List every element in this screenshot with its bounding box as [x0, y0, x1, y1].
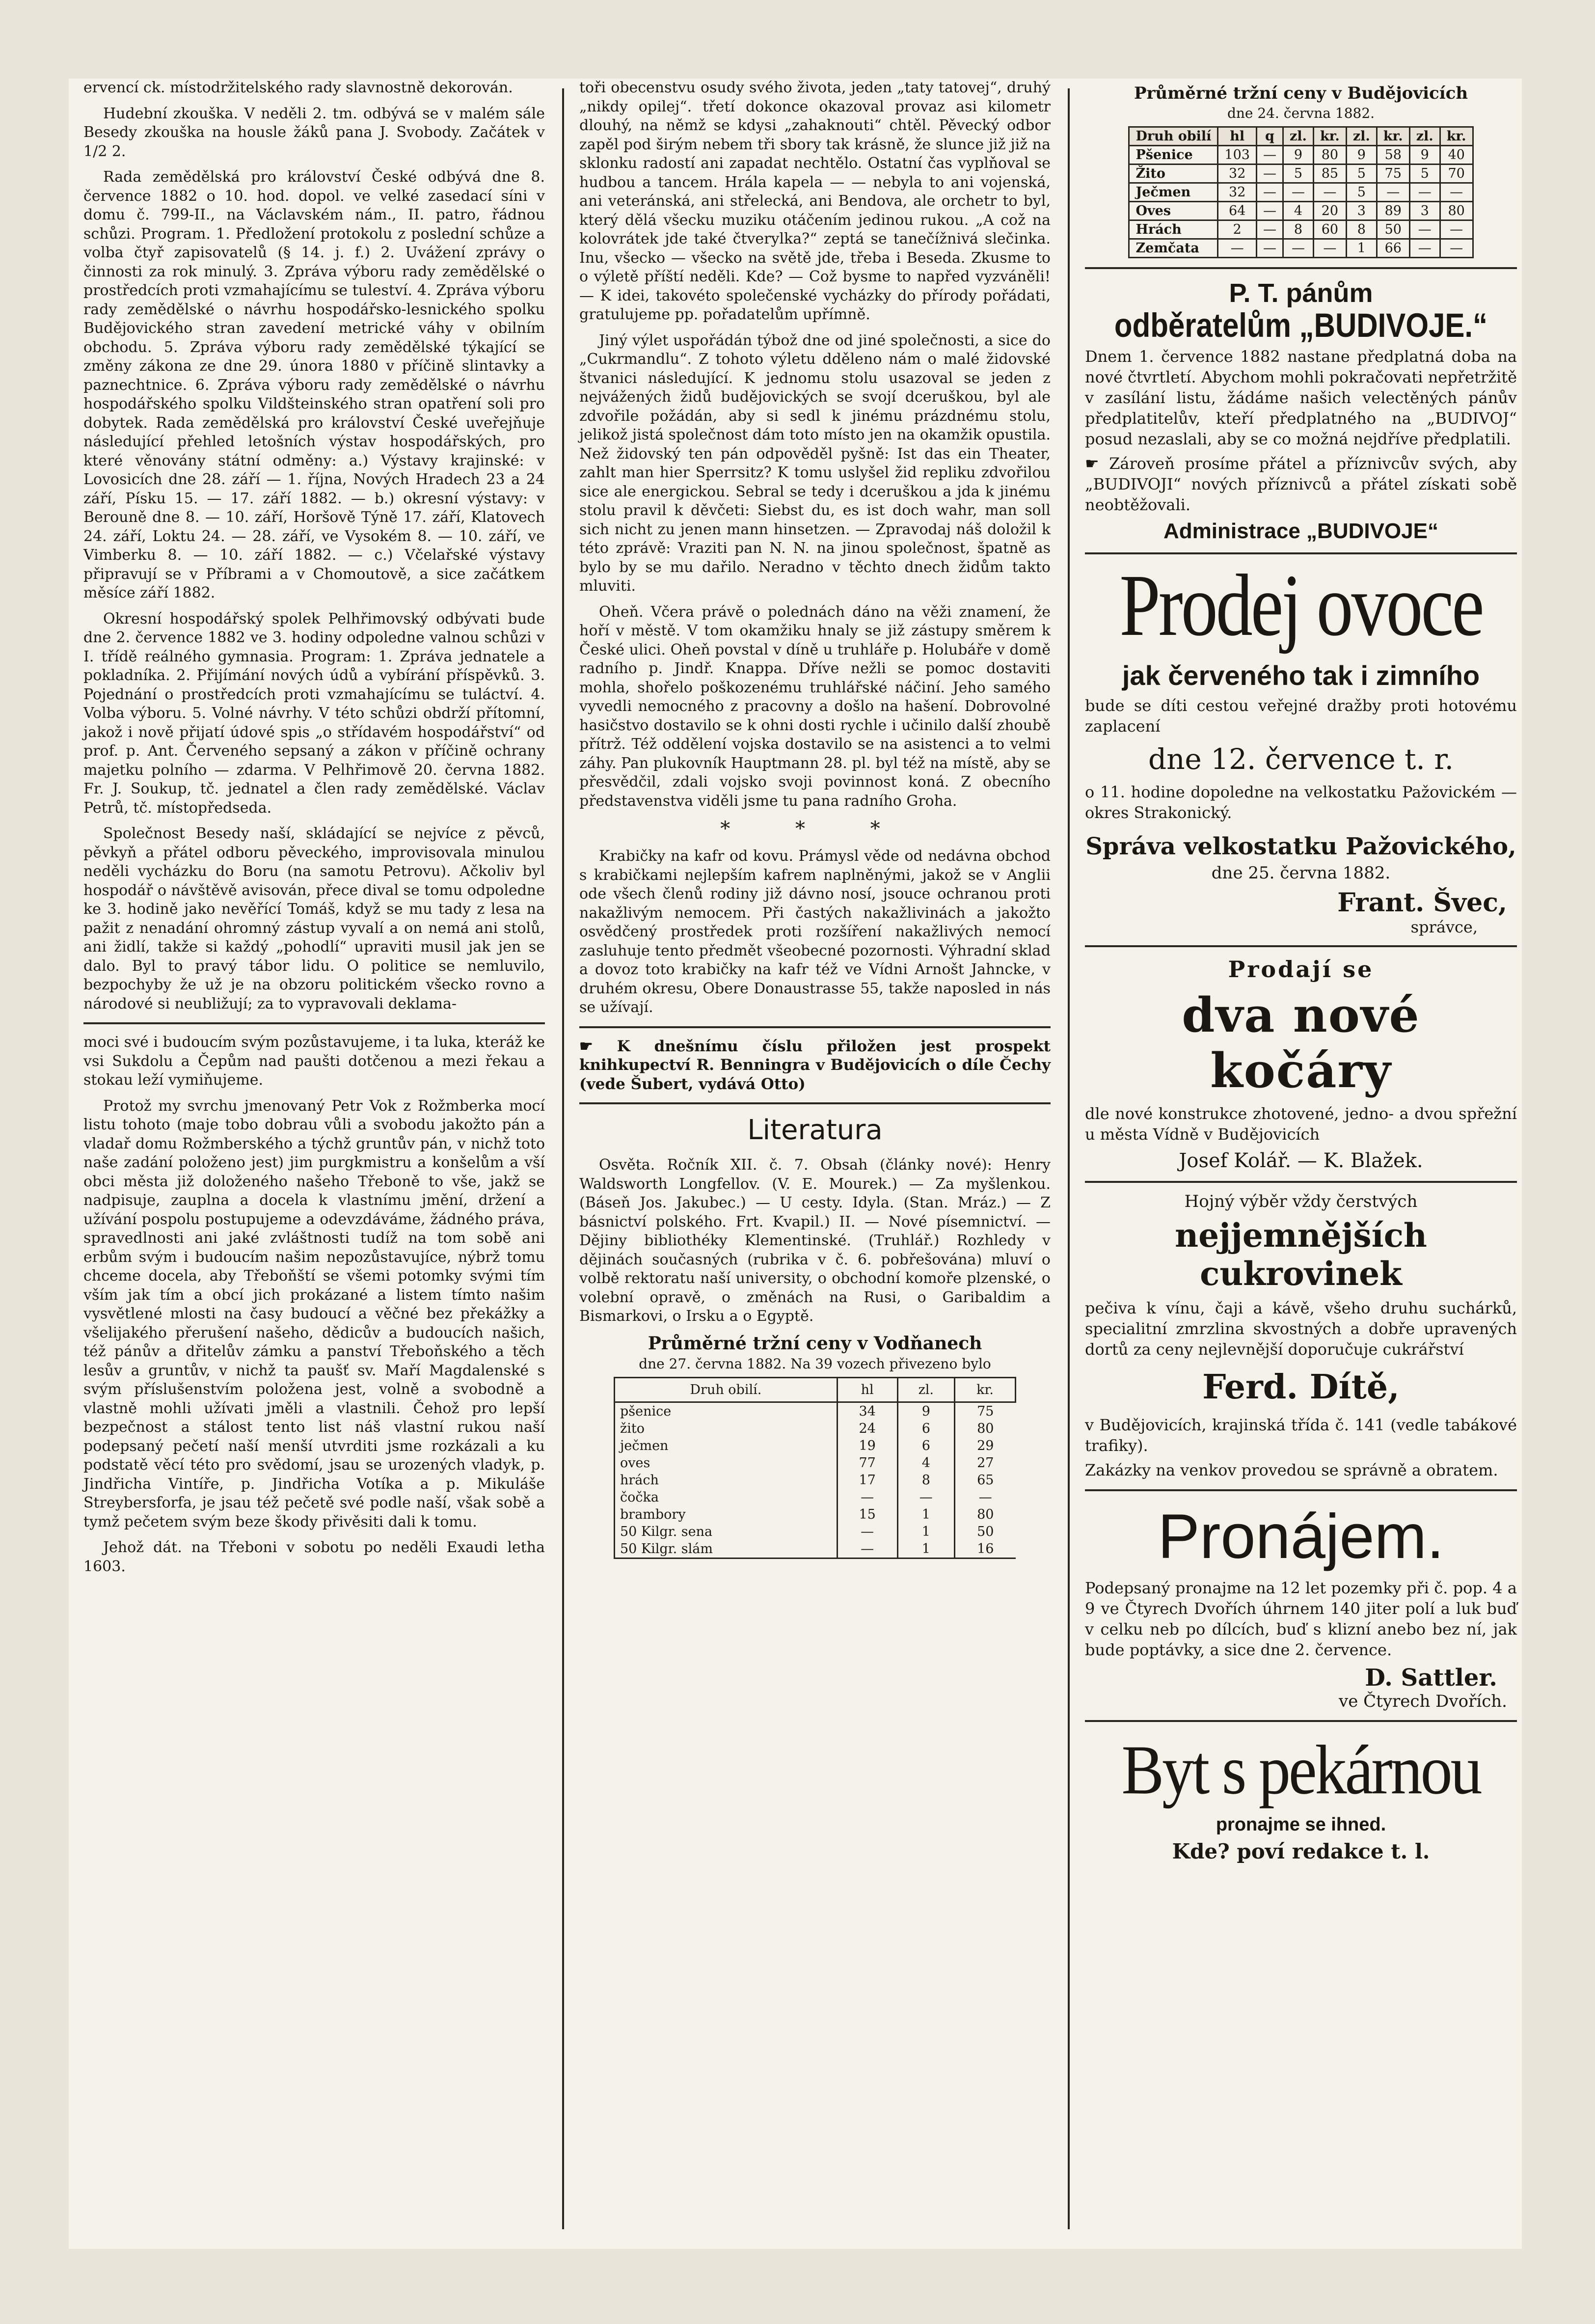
article-text: toři obecenstvu osudy svého života, jeden „taty tatovej“, druhý „nikdy opilej“. třetí dokonce okazoval provaz asi kilometr dlouhý, na němž se kdysi „zahaknouti“ chtěl. Pěvecký odbor zapěl pod širým nebem tři sbory tak krásně, že slunce již již na sklonku radostí ani zapadat nechtělo. Ostatní čas vyplňoval se hudbou a tancem. Hrála kapela — — nebyla to ani vojenská, ani veteránská, ani střelecká, ani Bendova, ale orchetr to byl, který dělá všecku muziku otáčením jedinou rukou. „A což na kolovrátek jde také čtverylka?“ zeptá se tanečížnivá slečinka. Inu, všecko — všecko na světě jde, třeba i Beseda. Zkusme to o výletě příští neděli. Kde? — Což bysme to napřed vyzváněli! — K idei, takovéto společenské vycházky do přírody pořádati, gratulujeme pp. pořadatelům upřímně. — [579, 79, 1051, 323]
vodnany-price-table — [614, 1377, 1016, 1559]
grain-name: 50 Kilgr. sena — [615, 1523, 838, 1540]
table-cell: 80 — [955, 1506, 1016, 1523]
table-cell: — — [1283, 183, 1313, 202]
grain-name: žito — [615, 1420, 838, 1437]
table-row — [1129, 146, 1473, 164]
ad-signature: D. Sattler. — [1365, 1664, 1497, 1692]
table-row — [615, 1454, 1016, 1472]
table-cell: 50 — [955, 1523, 1016, 1540]
price-table-title: Průměrné tržní ceny v Budějovicích — [1134, 83, 1468, 103]
article-text: Oheň. Včera právě o polednách dáno na věži znamení, že hoří v městě. V tom okamžiku hnaly se již zástupy směrem k České ulici. Oheň povstal v díně u truhláře p. Holubáře v domě radního p. Jindř. Knappa. Dříve nežli se pomoc dostaviti mohla, shořelo poškozenému truhlářské náčiní. Jeho samého vyvedli nemocného z pracovny a došlo na hašení. Dobrovolné hasičstvo dostavilo se k ohni dosti rychle i učinilo další zhoubě přítrž. Též oddělení vojska dostavilo se na asistenci a to velmi záhy. Pan plukovník Hauptmann 28. pl. byl též na místě, aby se přesvědčil, zdali vojsko svoji povinnost koná. Z obecního představenstva viděli jsme tu pana radního Groha. — [579, 603, 1051, 810]
table-row — [615, 1506, 1016, 1523]
table-cell: — — [1313, 239, 1346, 258]
table-cell: 50 — [1377, 220, 1409, 239]
grain-name: Zemčata — [1129, 239, 1218, 258]
ad-text: Dnem 1. července 1882 nastane předplatná doba na nové čtvrtletí. Abychom mohli pokračovati nepřetržitě v zasílání listu, žádáme našich velectěných pánův předplatitelův, kteří předplatného na „BUDIVOJ“ posud nezaslali, aby se co možná nejdříve předplatili. — [1085, 347, 1517, 448]
table-cell: 5 — [1409, 164, 1440, 183]
table-cell: 8 — [897, 1472, 955, 1489]
ad-name: Ferd. Dítě, — [1202, 1367, 1400, 1407]
table-cell: — — [1256, 220, 1283, 239]
ad-fruit-sale — [1085, 556, 1517, 936]
table-cell: 8 — [1346, 220, 1377, 239]
table-row — [615, 1540, 1016, 1558]
table-cell: 3 — [1346, 202, 1377, 220]
table-cell: 29 — [955, 1437, 1016, 1454]
table-cell: 40 — [1440, 146, 1473, 164]
grain-name: Ječmen — [1129, 183, 1218, 202]
table-cell: 5 — [1346, 183, 1377, 202]
price-table-subtitle: dne 24. června 1882. — [1227, 105, 1375, 121]
table-row — [615, 1472, 1016, 1489]
ad-signature: Frant. Švec, — [1337, 888, 1507, 918]
separator-stars: * * * — [720, 818, 910, 840]
table-cell: 19 — [837, 1437, 897, 1454]
table-cell: 80 — [1313, 146, 1346, 164]
table-cell: 77 — [837, 1454, 897, 1472]
table-cell: 1 — [897, 1506, 955, 1523]
article-text: Jiný výlet uspořádán týbož dne od jiné společnosti, a sice do „Cukrmandlu“. Z tohoto výletu dděleno nám o malé židovské štvanici následující. K jednomu stolu usazoval se jeden z nejvážených židů budějovických se svojí dceruškou, byl ale zdvořile požádán, aby si sedl k jinému prázdnému stolu, jelikož jistá společnost dám toto místo jen na okamžik opustila. Než židovský ten pán odpověděl pyšně: Ist das ein Theater, zahlt man hier Sperrsitz? K tomu uslyšel žid repliku zdvořilou sice ale energickou. Sebral se tedy i dceruškou a jda k jinému stolu pravil k děvčeti: Siebst du, es ist doch wahr, man soll sich nicht zu jenen mann hinsetzen. — Zpravodaj náš doložil k této zprávě: Vraziti pan N. N. na jinou společnost, špatně as bylo by se mu dařilo. Neradno v těchto dnech židům takto mluviti. — [579, 331, 1051, 595]
ad-dateline: dne 25. června 1882. — [1211, 863, 1391, 883]
column-header: q — [1256, 127, 1283, 146]
table-cell: 24 — [837, 1420, 897, 1437]
table-cell: — — [1409, 220, 1440, 239]
table-cell: 65 — [955, 1472, 1016, 1489]
budejovice-price-table — [1128, 126, 1473, 258]
table-row — [615, 1437, 1016, 1454]
column-header: kr. — [1313, 127, 1346, 146]
ad-carriages — [1085, 956, 1517, 1172]
table-cell: 34 — [837, 1402, 897, 1420]
table-cell: 16 — [955, 1540, 1016, 1558]
ad-pretitle: Hojný výběr vždy čerstvých — [1184, 1192, 1418, 1211]
price-table-title: Průměrné tržní ceny v Vodňanech — [648, 1333, 982, 1354]
divider — [579, 1026, 1051, 1028]
table-cell: — — [1283, 239, 1313, 258]
table-cell: 9 — [1346, 146, 1377, 164]
supplement-notice: ☛ K dnešnímu číslu přiložen jest prospekt knihkupectví R. Benningra v Budějovicích o díle Čechy (vede Šubert, vydává Otto) — [579, 1037, 1051, 1093]
ad-text: bude se díti cestou veřejné dražby proti hotovému zaplacení — [1085, 696, 1517, 736]
article-text: moci své i budoucím svým pozůstavujeme, i ta luka, kteráž ke vsi Sukdolu a Čepům nad paušti dotčenou a mezi řekau a stokau leží vymiňujeme. — [83, 1034, 545, 1089]
table-cell: 89 — [1377, 202, 1409, 220]
ad-text: Kde? poví redakce t. l. — [1172, 1839, 1430, 1863]
table-cell: — — [1409, 239, 1440, 258]
column-header: kr. — [1377, 127, 1409, 146]
table-cell: 58 — [1377, 146, 1409, 164]
table-row — [615, 1420, 1016, 1437]
column-header: Druh obilí. — [615, 1377, 838, 1402]
ad-signature: Josef Kolář. — K. Blažek. — [1179, 1149, 1423, 1172]
price-table-subtitle: dne 27. června 1882. Na 39 vozech přivezeno bylo — [639, 1355, 991, 1372]
article-text: Osvěta. Ročník XII. č. 7. Obsah (články nové): Henry Waldsworth Longfellov. (V. E. Mourek.) — Za myšlenkou. (Báseň Jos. Jakubec.) — U cesty. Idyla. (Stan. Mráz.) — Z básnictví polského. Frt. Kvapil.) II. — Nové písemnictví. — Dějiny bibliothéky Klementinské. (Truhlář.) Rozhledy v dějinách současných (rubrika v č. 6. pobřešována) mluví o volbě rektoratu naší university, o obchodní komoře plzenské, o volební opravě, o změnách na Rusi, o Garibaldim a Bismarkovi, o Irsku a o Egyptě. — [579, 1156, 1051, 1325]
table-cell: — — [1313, 183, 1346, 202]
table-cell: 4 — [1283, 202, 1313, 220]
table-cell: 27 — [955, 1454, 1016, 1472]
ad-subtitle: jak červeného tak i zimního — [1122, 660, 1480, 691]
grain-name: pšenice — [615, 1402, 838, 1420]
ad-text: ☛ Zároveň prosíme přátel a příznivcův svých, aby „BUDIVOJI“ nových příznivců a přátel získati sobě neobtěžovali. — [1085, 454, 1517, 514]
column-header: Druh obilí — [1129, 127, 1218, 146]
table-cell: 80 — [1440, 202, 1473, 220]
table-cell: — — [1218, 239, 1257, 258]
table-cell: 1 — [897, 1540, 955, 1558]
literature-heading: Literatura — [747, 1114, 883, 1146]
ad-text: pečiva k vínu, čaji a kávě, všeho druhu suchárků, specialitní zmrzlina skvostných a dobře upravených dortů za ceny nejlevnější doporučuje cukrářství — [1085, 1299, 1517, 1359]
grain-name: hrách — [615, 1472, 838, 1489]
ad-title: nejjemnějších cukrovinek — [1175, 1216, 1427, 1293]
table-cell: 5 — [1283, 164, 1313, 183]
divider — [1085, 1489, 1517, 1491]
column-1 — [83, 79, 545, 1583]
table-cell: 6 — [897, 1437, 955, 1454]
grain-name: oves — [615, 1454, 838, 1472]
table-cell: — — [897, 1489, 955, 1506]
ad-pretitle: Prodají se — [1228, 956, 1374, 983]
grain-name: Oves — [1129, 202, 1218, 220]
grain-name: 50 Kilgr. slám — [615, 1540, 838, 1558]
table-cell: 64 — [1218, 202, 1257, 220]
ad-title: Prodej ovoce — [1119, 556, 1483, 655]
column-3 — [1085, 79, 1517, 1863]
table-row — [615, 1402, 1016, 1420]
table-row — [1129, 239, 1473, 258]
ad-budivoj — [1085, 278, 1517, 544]
table-row — [1129, 183, 1473, 202]
ad-title: odběratelům „BUDIVOJE.“ — [1114, 306, 1488, 345]
divider — [1085, 1181, 1517, 1183]
table-cell: — — [837, 1540, 897, 1558]
article-text: Jehož dát. na Třeboni v sobotu po neděli Exaudi letha 1603. — [83, 1539, 545, 1575]
table-cell: — — [1256, 146, 1283, 164]
ad-title: Byt s pekárnou — [1121, 1731, 1481, 1809]
table-cell: 6 — [897, 1420, 955, 1437]
table-cell: 32 — [1218, 164, 1257, 183]
ad-lease — [1085, 1500, 1517, 1711]
grain-name: brambory — [615, 1506, 838, 1523]
table-cell: — — [1440, 183, 1473, 202]
table-cell: 103 — [1218, 146, 1257, 164]
table-cell: 75 — [955, 1402, 1016, 1420]
table-cell: 66 — [1377, 239, 1409, 258]
ad-bakery — [1085, 1731, 1517, 1863]
table-cell: 9 — [897, 1402, 955, 1420]
table-cell: 60 — [1313, 220, 1346, 239]
column-rule — [562, 88, 564, 2229]
table-row — [1129, 220, 1473, 239]
table-cell: 80 — [955, 1420, 1016, 1437]
ad-title: P. T. pánům — [1229, 278, 1373, 308]
table-row — [615, 1489, 1016, 1506]
table-cell: 5 — [1346, 164, 1377, 183]
table-cell: 3 — [1409, 202, 1440, 220]
table-cell: — — [1377, 183, 1409, 202]
grain-name: čočka — [615, 1489, 838, 1506]
article-text: Hudební zkouška. V neděli 2. tm. odbývá se v malém sále Besedy zkouška na housle žáků pana J. Svobody. Začátek v 1/2 2. — [83, 105, 545, 160]
ad-confectionery — [1085, 1192, 1517, 1480]
table-cell: 32 — [1218, 183, 1257, 202]
table-cell: 75 — [1377, 164, 1409, 183]
ad-signature: Administrace „BUDIVOJE“ — [1163, 519, 1438, 543]
divider — [1085, 945, 1517, 947]
table-row — [1129, 202, 1473, 220]
table-cell: — — [1256, 202, 1283, 220]
article-text: Společnost Besedy naší, skládající se nejvíce z pěvců, pěvkyň a přátel odboru pěveckého, improvisovala minulou neděli vycházku do Boru (na samotu Petrovu). Ačkoliv byl hospodář o návštěvě avisován, přece dival se tomu odpoledne ke 3. hodině jako nevěřící Tomáš, když se mu tady z lesa na pažit z nenadání ohromný zástup vyvalí a on nemá ani stolů, ani židlí, takže si každý „pohodlí“ upraviti musil jak jen se dalo. Byl to pravý tábor lidu. O politice se nemluvilo, bezpochyby že už je na obzoru politickém všecko rovno a národové si neubližují; za to vypravovali deklama- — [83, 825, 545, 1012]
article-text: ervencí ck. místodržitelského rady slavnostně dekorován. — [83, 79, 513, 96]
ad-text: Zakázky na venkov provedou se správně a obratem. — [1085, 1461, 1498, 1479]
article-text: Protož my svrchu jmenovaný Petr Vok z Rožmberka mocí listu tohoto (maje tobo dobrau vůli a svobodu jakožto pán a vladař domu Rožmberského a týchž gruntův pán, v nichž toto naše zadání položeno jest) jim purgkmistru a konšelům a vší obci města již doloženého našeho Třeboně to vše, jakž se nadpisuje, zauplna a docela k vlastnímu jmění, držení a užívání pospolu postupujeme a odevzdáváme, žádného práva, spravedlnosti ani jaké zvláštnosti tudíž na tom sobě ani erbům svým i budoucím našim nepozůstavujíce, nýbrž tomu chceme docela, aby Třeboňští se všemi potomky svými tím vším jak tím a obcí jich prokázané a listem tímto našim vysvětlené mlosti na časy budoucí a věčné bez překážky a všelijakého přerušení našeho, dědicův a budoucích našich, též pánův a dřitelův zámku a panství Třeboňského a těch lesův a gruntův, v nichž ta paušť sv. Maří Magdalenské s svým příslušenstvím položena jest, volně a svobodně a vlastně mohli užívati jměli a vlastnili. Čehož pro lepší bezpečnost a stálost tento list náš vlastní rukou naší podepsaný pečetí naší menší utvrditi jsme rozkázali a ku podstatě věcí této pro svědomí, jsau se urozených vladyk, p. Jindřicha Vintíře, p. Jindřicha Votíka a p. Mikuláše Streybersforfa, je jsau též pečetě své podle naší, však sobě a tymž pečetem svým beze škody přivěsiti dali k tomu. — [83, 1097, 545, 1531]
column-header: kr. — [955, 1377, 1016, 1402]
article-text: Okresní hospodářský spolek Pelhřimovský odbývati bude dne 2. července 1882 ve 3. hodiny odpoledne valnou schůzi v I. třídě reálného gymnasia. Program: 1. Zpráva jednatele a pokladníka. 2. Přijímání nových údů a vybírání příspěvků. 3. Pojednání o prostředcích proti vzmahajícímu se tuláctví. 4. Volba výboru. 5. Volné návrhy. V této schůzi obdrží přítomní, jakož i nově přijatí údové spis „o střídavém hospodářství“ od prof. p. Ant. Červeného sepsaný a zákon v příčině ochrany majetku polního — zdarma. V Pelhřimově 20. června 1882. Fr. J. Soukup, tč. jednatel a člen rady zemědělské. Václav Petrů, tč. místopředseda. — [83, 610, 545, 817]
grain-name: Žito — [1129, 164, 1218, 183]
divider — [1085, 1720, 1517, 1722]
column-header: kr. — [1440, 127, 1473, 146]
table-cell: — — [1256, 239, 1283, 258]
table-cell: 85 — [1313, 164, 1346, 183]
ad-text: Podepsaný pronajme na 12 let pozemky při č. pop. 4 a 9 ve Čtyrech Dvořích úhrnem 140 jiter polí a luk buď v celku neb po dílcích, buď s klizní anebo bez ní, jak bude poptávky, a sice dne 2. července. — [1085, 1579, 1517, 1659]
table-cell: — — [955, 1489, 1016, 1506]
newspaper-page — [69, 79, 1522, 2249]
column-header: zl. — [1409, 127, 1440, 146]
ad-text: v Budějovicích, krajinská třída č. 141 (vedle tabákové trafiky). — [1085, 1416, 1517, 1455]
column-header: hl — [1218, 127, 1257, 146]
table-cell: 15 — [837, 1506, 897, 1523]
table-cell: 9 — [1283, 146, 1313, 164]
table-cell: 1 — [897, 1523, 955, 1540]
divider — [579, 1102, 1051, 1104]
ad-signature-location: ve Čtyrech Dvořích. — [1339, 1692, 1507, 1711]
ad-signature-role: správce, — [1410, 918, 1478, 936]
grain-name: ječmen — [615, 1437, 838, 1454]
divider — [1085, 552, 1517, 554]
table-cell: — — [1440, 239, 1473, 258]
table-cell: — — [1440, 220, 1473, 239]
table-cell: — — [1256, 183, 1283, 202]
column-header: zl. — [1283, 127, 1313, 146]
grain-name: Pšenice — [1129, 146, 1218, 164]
table-row — [615, 1523, 1016, 1540]
column-rule — [1068, 88, 1070, 2229]
ad-text: dle nové konstrukce zhotovené, jedno- a dvou spřežní u města Vídně v Budějovicích — [1085, 1104, 1517, 1144]
ad-date: dne 12. července t. r. — [1148, 742, 1454, 776]
table-cell: 8 — [1283, 220, 1313, 239]
article-text: Krabičky na kafr od kovu. Prámysl věde od nedávna obchod s krabičkami nejlepším kafrem naplněnými, jakož se v Anglii ode všech členů rodiny již dávno nosí, jsouce ochranou proti nakažlivým nemocem. Při častých nakažlivinách a jakožto osvědčený prostředek proti rozšíření nakažlivých nemocí zasluhuje tento předmět všeobecné pozornosti. Výhradní sklad a dovoz toto krabičky na kafr též ve Vídni Arnošt Jahncke, v druhém okresu, Obere Donaustrasse 55, takže naposled in nás se užívají. — [579, 848, 1051, 1016]
column-2 — [579, 79, 1051, 1564]
article-text: Rada zemědělská pro království České odbývá dne 8. července 1882 o 10. hod. dopol. ve velké zasedací síni v domu č. 799-II., na Václavském nám., II. patro, řádnou schůzi. Program. 1. Předložení protokolu z poslední schůze a volba čtyř zapisovatelů (§ 14. j. f.) 2. Uvážení zprávy o činnosti za rok minulý. 3. Zpráva výboru rady zemědělské o prostředcích proti vzmahajícímu se tuleství. 4. Zpráva výboru rady zemědělské o návrhu hospodářsko-lesnického spolku Budějovického stran zavedení metrické váhy v obilním obchodu. 5. Zpráva výboru rady zemědělské týkající se změny zákona ze dne 29. února 1880 v příčině slintavky a paznechtnice. 6. Zpráva výboru rady zemědělské o návrhu hospodářského spolku Vildšteinského stran opatření soli pro dobytek. Rada zemědělská pro království České uveřejňuje následující přehled letošních výstav hospodářských, pro které věnovány státní odměny: a.) Výstavy krajinské: v Lovosicích dne 28. září — 1. října, Nových Hradech 23 a 24 září, Písku 15. — 17. září 1882. — b.) okresní výstavy: v Berouně dne 8. — 10. září, Horšově Týně 17. září, Klatovech 24. září, Loktu 24. — 28. září, ve Vysokém 8. — 10. září, ve Vimberku 8. — 10. září 1882. — c.) Včelařské výstavy připravují se v Příbrami a v Chomoutově, a sice začátkem měsíce září 1882. — [83, 168, 545, 602]
divider — [1085, 267, 1517, 269]
table-cell: 70 — [1440, 164, 1473, 183]
table-cell: — — [1256, 164, 1283, 183]
column-header: zl. — [1346, 127, 1377, 146]
ad-title: dva nové kočáry — [1182, 987, 1420, 1098]
ad-org: Správa velkostatku Pažovického, — [1085, 833, 1516, 860]
table-cell: — — [837, 1489, 897, 1506]
ad-text: pronajme se ihned. — [1216, 1814, 1386, 1835]
table-row — [1129, 164, 1473, 183]
table-cell: 4 — [897, 1454, 955, 1472]
table-cell: 1 — [1346, 239, 1377, 258]
grain-name: Hrách — [1129, 220, 1218, 239]
ad-text: o 11. hodine dopoledne na velkostatku Pažovickém — okres Strakonický. — [1085, 783, 1517, 822]
table-cell: — — [837, 1523, 897, 1540]
table-cell: 9 — [1409, 146, 1440, 164]
column-header: hl — [837, 1377, 897, 1402]
table-cell: 20 — [1313, 202, 1346, 220]
divider — [83, 1022, 545, 1024]
table-cell: 17 — [837, 1472, 897, 1489]
ad-title: Pronájem. — [1158, 1502, 1444, 1572]
table-cell: 2 — [1218, 220, 1257, 239]
table-cell: — — [1409, 183, 1440, 202]
column-header: zl. — [897, 1377, 955, 1402]
